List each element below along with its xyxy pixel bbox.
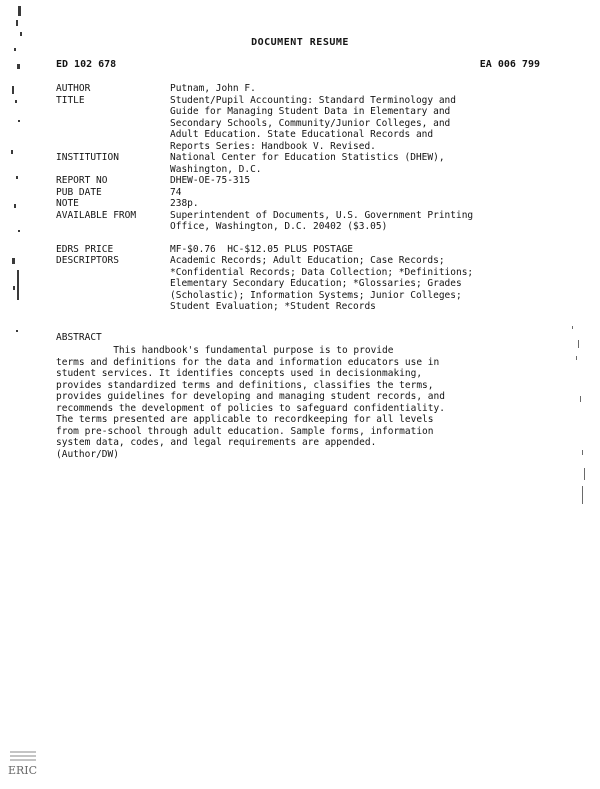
- field-pub-date: [56, 187, 556, 199]
- eric-logo-text: ERIC: [8, 764, 38, 777]
- field-value: Student/Pupil Accounting: Standard Terminology and Guide for Managing Student Data in Elementary and Secondary Schools, Community/Junior Colleges, and Adult Education. State Educational Records and Reports Series: Handbook V. Revised.: [170, 94, 456, 152]
- abstract-text: This handbook's fundamental purpose is to provide terms and definitions for the data and information educators use in student services. It identifies concepts used in decisionmaking, provides standardized terms and definitions, classifies the terms, provides guidelines for developing and managing student records, and recommends the development of policies to safeguard confidentiality. The terms presented are applicable to recordkeeping for all levels from pre-school through adult education. Sample forms, information system data, codes, and legal requirements are appended. (Author/DW): [56, 345, 445, 460]
- field-author: [56, 83, 556, 95]
- field-label: REPORT NO: [56, 175, 108, 186]
- field-label: TITLE: [56, 94, 85, 106]
- field-note: [56, 198, 556, 210]
- ed-number: ED 102 678: [56, 59, 117, 70]
- field-label: NOTE: [56, 198, 79, 209]
- field-descriptors: [56, 255, 556, 313]
- field-value: 238p.: [170, 198, 199, 209]
- abstract-heading: ABSTRACT: [56, 332, 102, 343]
- field-label: PUB DATE: [56, 186, 102, 198]
- field-value: DHEW-OE-75-315: [170, 175, 251, 186]
- ea-number: EA 006 799: [479, 59, 540, 70]
- field-value: National Center for Education Statistics (DHEW), Washington, D.C.: [170, 152, 445, 175]
- field-value: MF-$0.76 HC-$12.05 PLUS POSTAGE: [170, 243, 354, 255]
- bibliographic-fields: [56, 83, 556, 313]
- field-available-from: [56, 210, 556, 233]
- field-institution: [56, 152, 556, 175]
- scan-margin-marks-right: [570, 300, 600, 560]
- scan-margin-marks-left: [0, 0, 30, 789]
- field-value: 74: [170, 186, 182, 198]
- field-label: DESCRIPTORS: [56, 255, 119, 266]
- field-label: INSTITUTION: [56, 152, 119, 163]
- field-label: AVAILABLE FROM: [56, 209, 137, 221]
- field-title: [56, 95, 556, 153]
- field-value: Academic Records; Adult Education; Case Records; *Confidential Records; Data Collection; *Definitions; Elementary Secondary Education; *Glossaries; Grades (Scholastic); Information Systems; Junior Colleges; Student Evaluation; *Student Records: [170, 255, 474, 312]
- spacer: [56, 233, 556, 244]
- eric-logo: [6, 748, 40, 778]
- field-edrs-price: [56, 244, 556, 256]
- field-report-no: [56, 175, 556, 187]
- accession-numbers: [56, 59, 544, 73]
- field-label: EDRS PRICE: [56, 243, 114, 255]
- field-value: Putnam, John F.: [170, 83, 256, 94]
- field-value: Superintendent of Documents, U.S. Government Printing Office, Washington, D.C. 20402 ($3.05): [170, 209, 474, 232]
- document-resume-header: DOCUMENT RESUME: [251, 37, 349, 48]
- field-label: AUTHOR: [56, 83, 91, 94]
